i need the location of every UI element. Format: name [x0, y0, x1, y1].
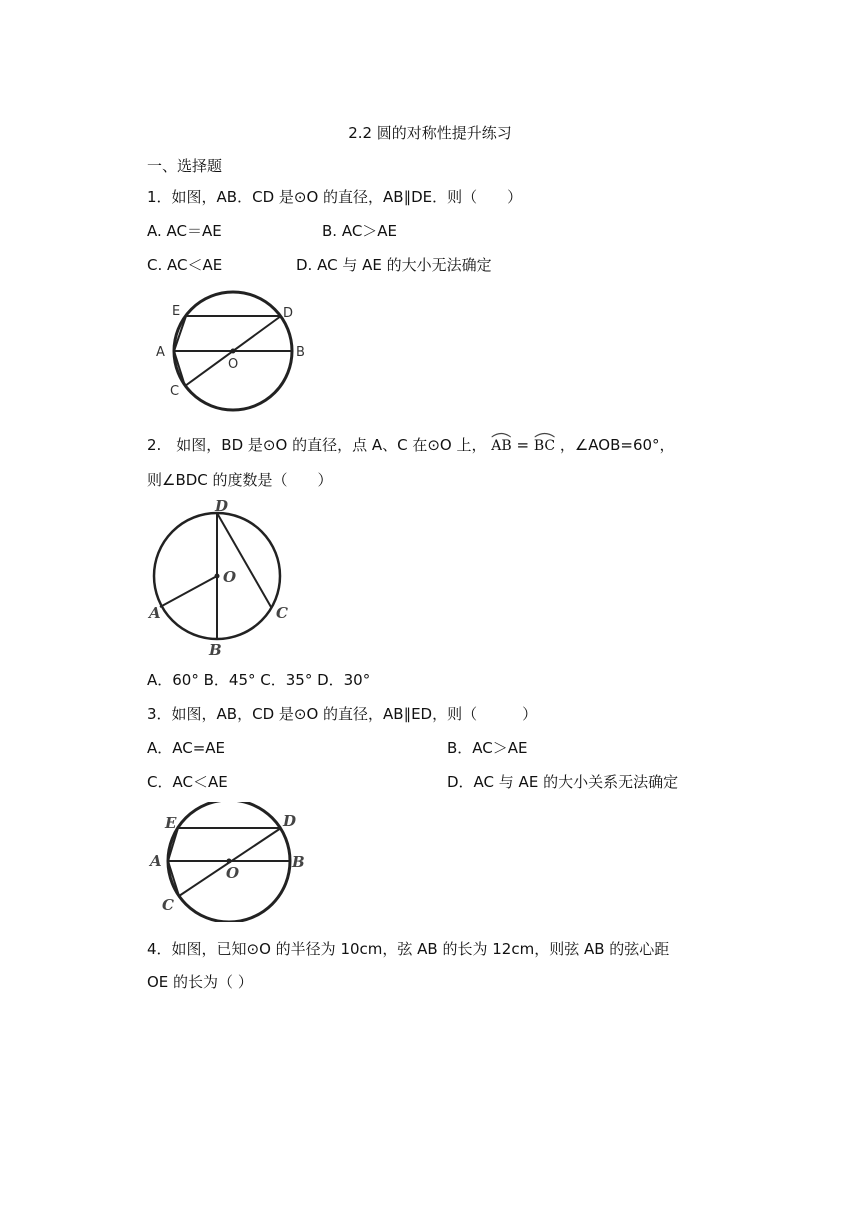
q1-label-a: A [156, 345, 165, 360]
q1-option-b: B. AC＞AE [322, 222, 398, 240]
q2-circle-figure [145, 497, 305, 657]
q2-label-d: D [215, 497, 229, 515]
q3-center-dot [227, 859, 232, 864]
q3-label-e: E [165, 814, 177, 832]
q2-stem-post: ，∠AOB=60°， [559, 436, 675, 454]
q3-label-o: O [226, 864, 240, 882]
q3-option-a: A．AC=AE [147, 739, 226, 757]
q2-options: A．60° B．45° C．35° D．30° [147, 671, 371, 689]
q1-label-c: C [170, 384, 180, 399]
q1-label-b: B [296, 345, 305, 360]
q1-center-dot [231, 349, 236, 354]
q2-label-b: B [209, 641, 222, 657]
q3-stem: 3．如图，AB，CD 是⊙O 的直径，AB∥ED，则（ ） [147, 705, 538, 723]
section-heading: 一、选择题 [147, 157, 223, 175]
q3-label-d: D [283, 812, 297, 830]
q3-label-b: B [292, 853, 305, 871]
q2-label-c: C [276, 604, 288, 622]
q4-stem-line2: OE 的长为（ ） [147, 973, 253, 991]
q2-stem-pre: 2. 如图，BD 是⊙O 的直径，点 A、C 在⊙O 上， [147, 436, 487, 454]
q1-stem: 1．如图，AB．CD 是⊙O 的直径，AB∥DE．则（ ） [147, 188, 523, 206]
q2-arc-bc-text: BC [533, 438, 556, 454]
q2-equals: = [516, 436, 530, 454]
q1-label-e: E [172, 304, 181, 319]
q1-label-o: O [228, 357, 239, 372]
q3-option-c: C．AC＜AE [147, 773, 228, 791]
q1-option-c: C. AC＜AE [147, 256, 223, 274]
q4-stem-line1: 4．如图，已知⊙O 的半径为 10cm，弦 AB 的长为 12cm，则弦 AB 的弦心距 [147, 940, 670, 958]
q3-circle-figure [145, 802, 315, 922]
q2-stem-line2: 则∠BDC 的度数是（ ） [147, 471, 333, 489]
q2-chord-dc [217, 513, 271, 607]
q3-option-b: B．AC＞AE [447, 739, 528, 757]
q1-label-d: D [283, 306, 294, 321]
q1-option-d: D. AC 与 AE 的大小无法确定 [296, 256, 492, 274]
arc-mark-icon [491, 430, 511, 438]
page-title: 2.2 圆的对称性提升练习 [348, 124, 512, 142]
q2-arc-ab-text: AB [491, 438, 512, 454]
q1-option-a: A. AC＝AE [147, 222, 222, 240]
q2-stem-line1 [147, 434, 675, 455]
q2-arc-bc [534, 438, 555, 454]
q2-label-o: O [223, 568, 237, 586]
arc-mark-icon [534, 430, 555, 438]
q3-label-c: C [162, 896, 174, 914]
q2-label-a: A [149, 604, 161, 622]
q2-radius-oa [160, 576, 217, 607]
q3-option-d: D．AC 与 AE 的大小关系无法确定 [447, 773, 679, 791]
q2-center-dot [215, 574, 220, 579]
q2-arc-ab [491, 438, 511, 454]
q3-label-a: A [150, 852, 162, 870]
q1-circle-figure [150, 288, 320, 418]
